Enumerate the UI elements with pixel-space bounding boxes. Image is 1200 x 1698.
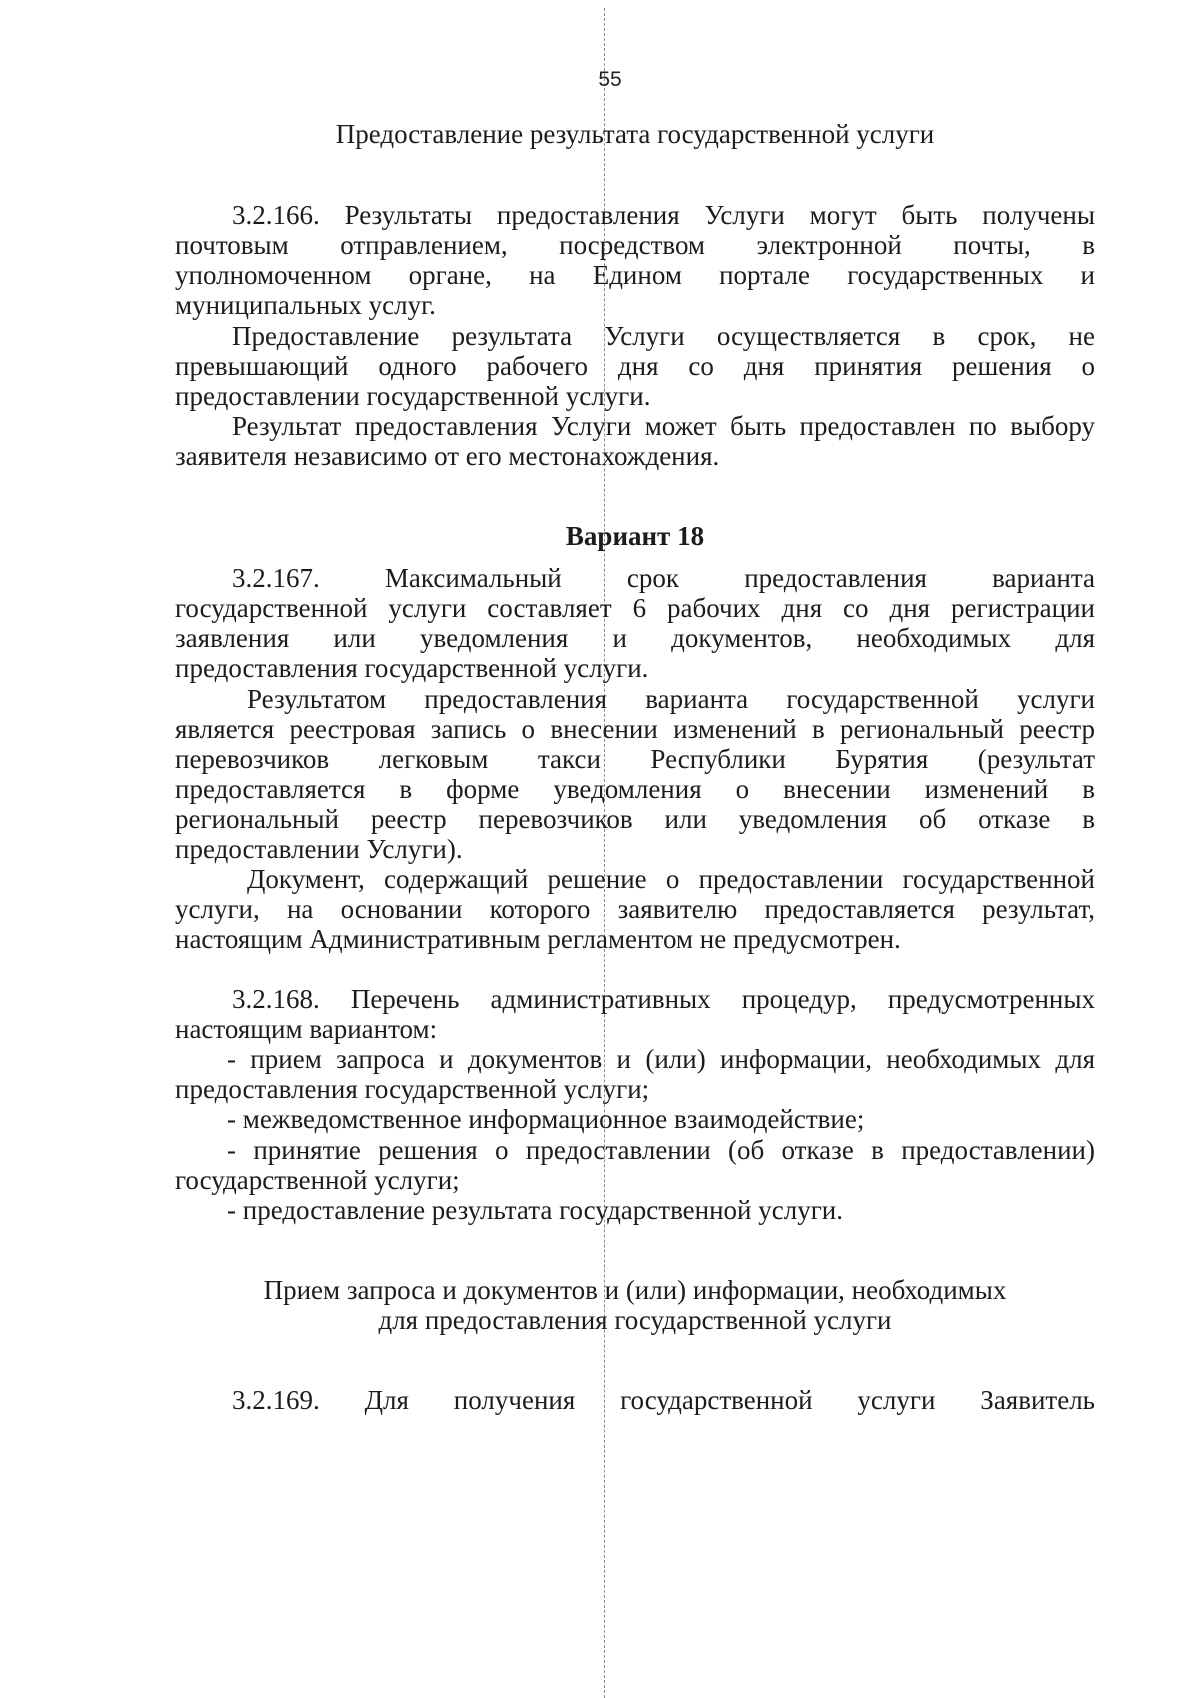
text-line: заявления или уведомления и документов, необходимых для [175, 623, 1095, 653]
section-heading-intake-line2: для предоставления государственной услуги [378, 1305, 892, 1335]
text-line: заявителя независимо от его местонахождения. [175, 441, 720, 471]
text-line: Предоставление результата Услуги осуществляется в срок, не [232, 321, 1095, 351]
text-line: 3.2.168. Перечень административных процедур, предусмотренных [232, 984, 1095, 1014]
text-line: перевозчиков легковым такси Республики Бурятия (результат [175, 744, 1095, 774]
text-line: Результатом предоставления варианта государственной услуги [247, 684, 1095, 714]
text-line: 3.2.169. Для получения государственной услуги Заявитель [232, 1385, 1095, 1415]
text-line: предоставлении государственной услуги. [175, 381, 651, 411]
text-line: государственной услуги; [175, 1165, 460, 1195]
list-item: - принятие решения о предоставлении (об отказе в предоставлении) [227, 1135, 1095, 1165]
text-line: предоставления государственной услуги. [175, 653, 649, 683]
text-line: уполномоченном органе, на Едином портале государственных и [175, 260, 1095, 290]
text-line: 3.2.167. Максимальный срок предоставления варианта [232, 563, 1095, 593]
text-line: является реестровая запись о внесении изменений в региональный реестр [175, 714, 1095, 744]
text-line: 3.2.166. Результаты предоставления Услуги могут быть получены [232, 200, 1095, 230]
text-line: региональный реестр перевозчиков или уведомления об отказе в [175, 804, 1095, 834]
list-item: - межведомственное информационное взаимодействие; [227, 1104, 865, 1134]
text-line: настоящим Административным регламентом не предусмотрен. [175, 924, 901, 954]
text-line: превышающий одного рабочего дня со дня принятия решения о [175, 351, 1095, 381]
text-line: предоставляется в форме уведомления о внесении изменений в [175, 774, 1095, 804]
list-item: - предоставление результата государственной услуги. [227, 1195, 843, 1225]
section-heading-result: Предоставление результата государственной услуги [335, 119, 935, 149]
list-item: - прием запроса и документов и (или) информации, необходимых для [227, 1044, 1095, 1074]
text-line: услуги, на основании которого заявителю предоставляется результат, [175, 894, 1095, 924]
section-heading-intake-line1: Прием запроса и документов и (или) информации, необходимых [263, 1275, 1007, 1305]
text-line: почтовым отправлением, посредством электронной почты, в [175, 230, 1095, 260]
text-line: муниципальных услуг. [175, 290, 436, 320]
text-line: настоящим вариантом: [175, 1014, 438, 1044]
variant-heading: Вариант 18 [565, 521, 705, 551]
page-number: 55 [598, 68, 622, 91]
text-line: Документ, содержащий решение о предоставлении государственной [247, 864, 1095, 894]
text-line: предоставления государственной услуги; [175, 1074, 650, 1104]
text-line: государственной услуги составляет 6 рабочих дня со дня регистрации [175, 593, 1095, 623]
text-line: Результат предоставления Услуги может быть предоставлен по выбору [232, 411, 1095, 441]
text-line: предоставлении Услуги). [175, 834, 463, 864]
